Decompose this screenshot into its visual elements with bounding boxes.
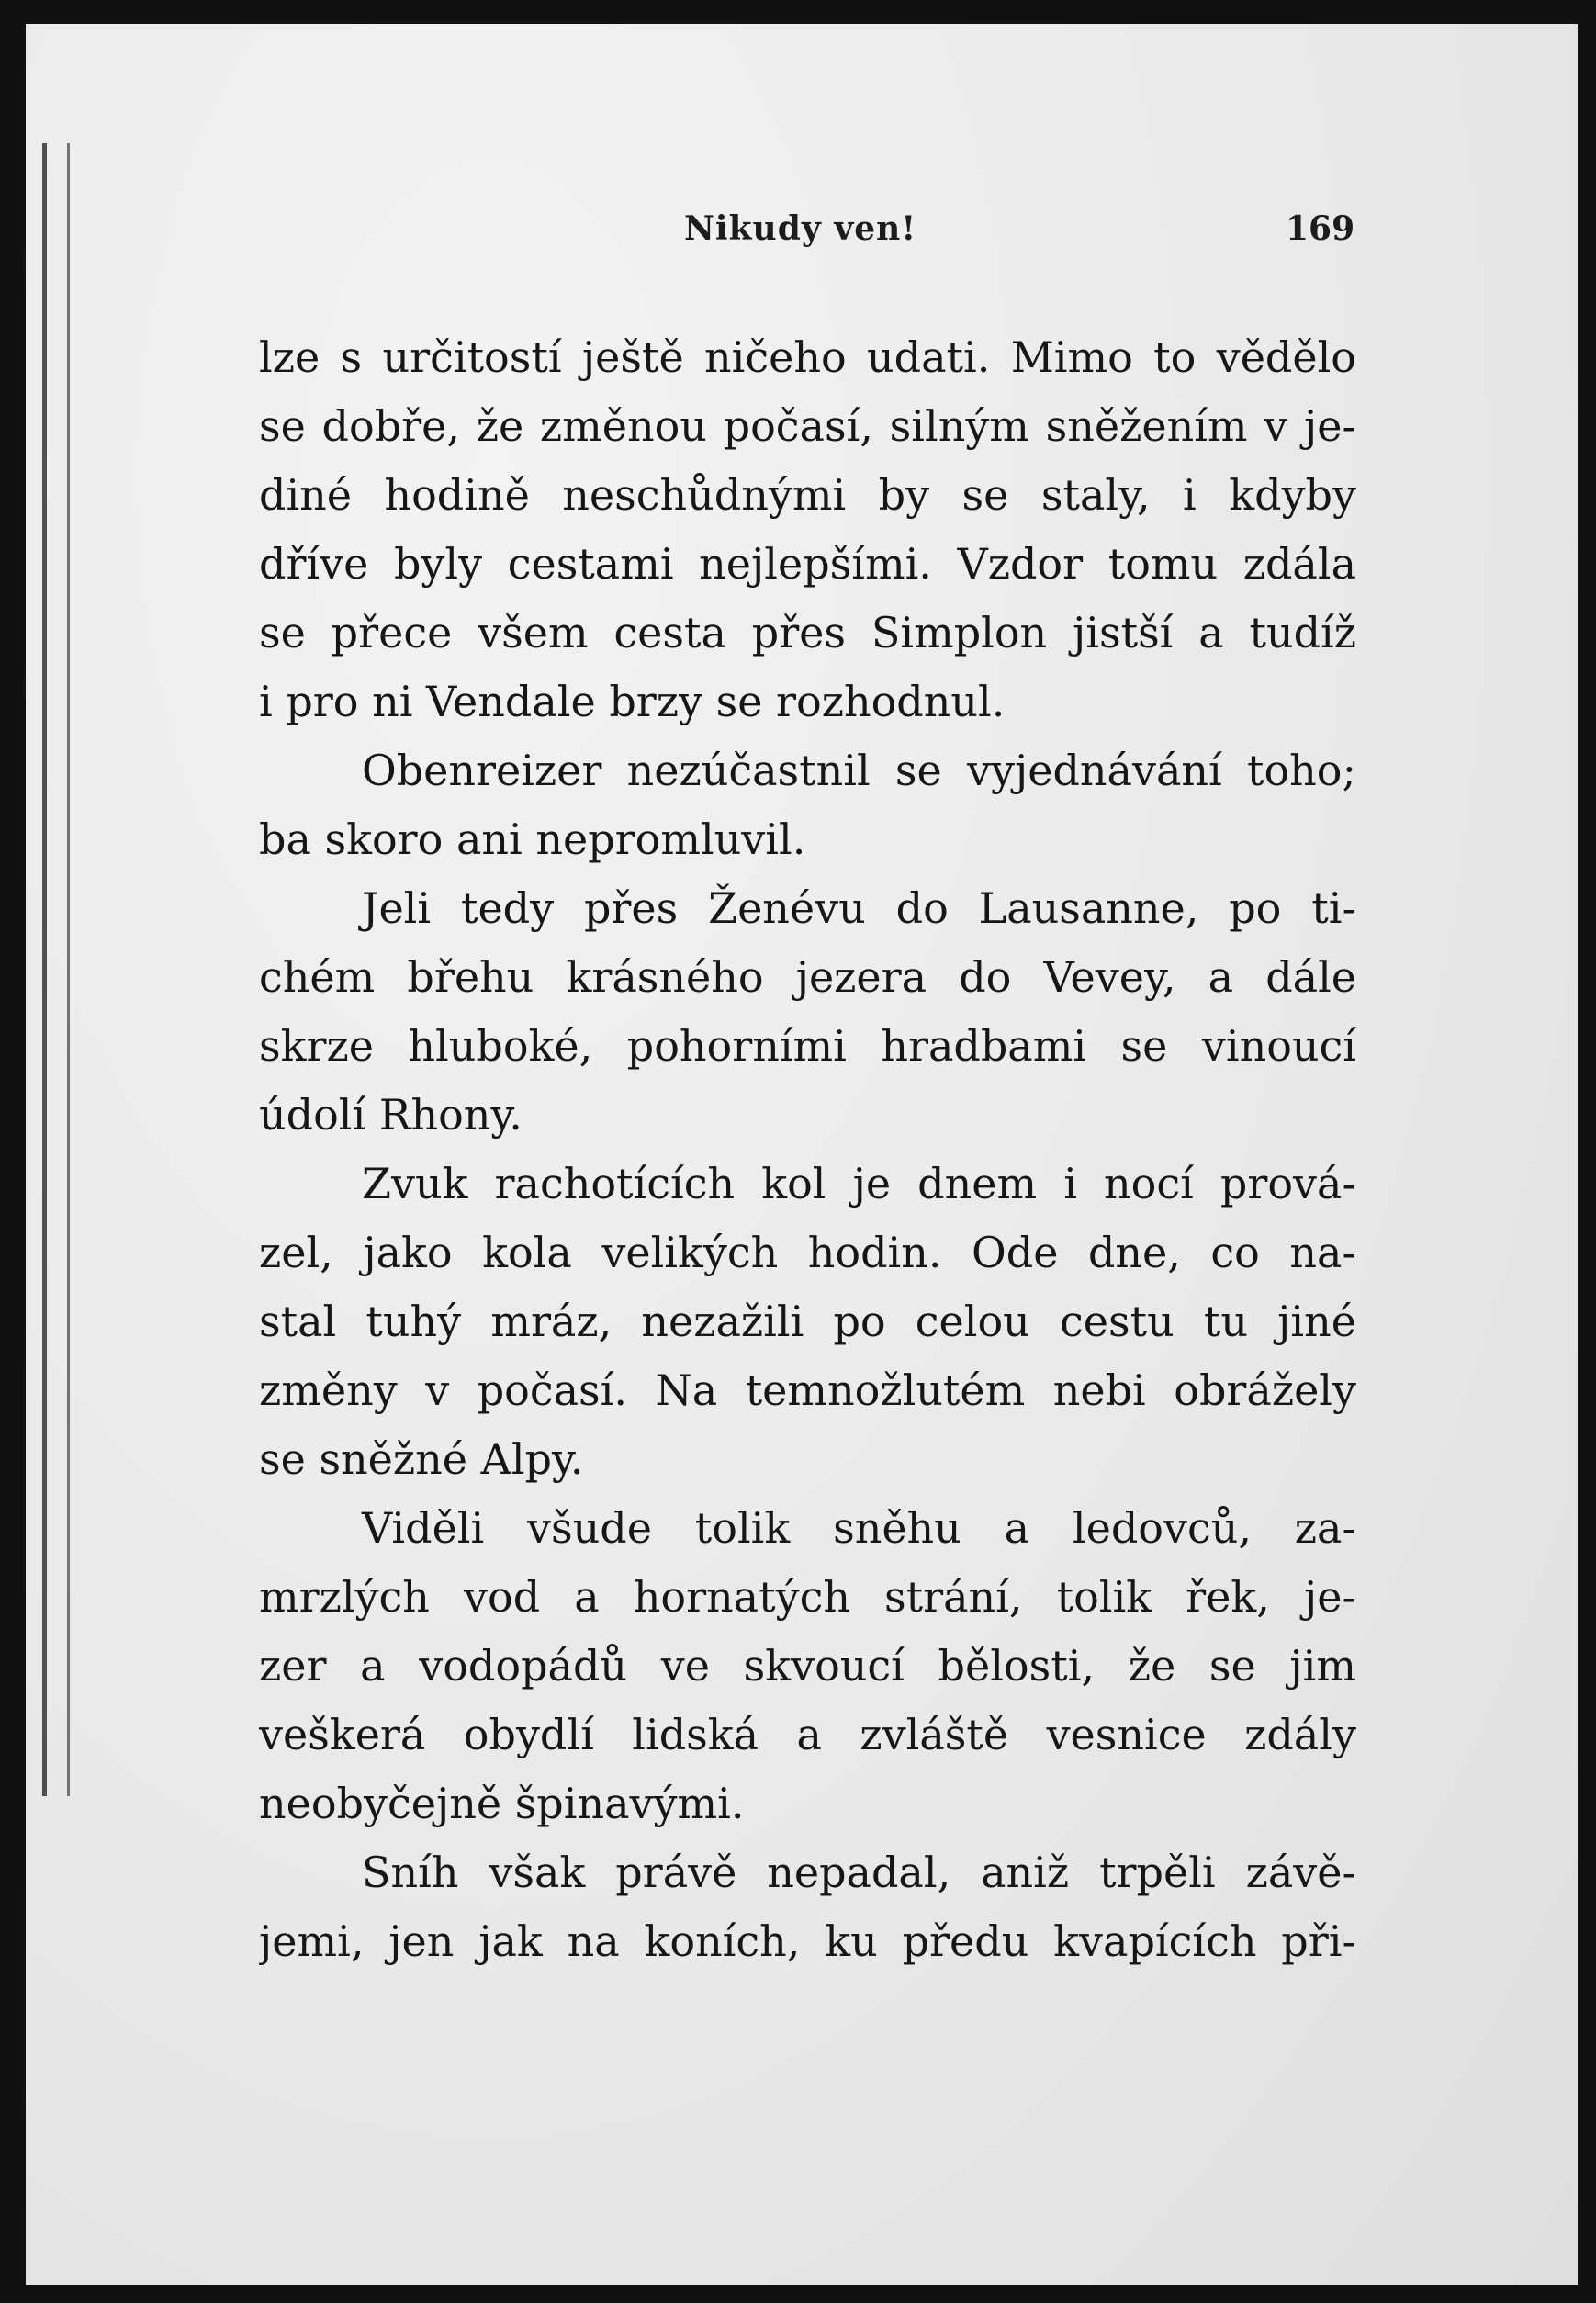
text-line: změny v počasí. Na temnožlutém nebi obrážely	[259, 1365, 1356, 1415]
text-line: Jeli tedy přes Ženévu do Lausanne, po ti-	[362, 883, 1356, 933]
text-line: se dobře, že změnou počasí, silným sněžením v je-	[259, 401, 1356, 451]
text-line: Viděli všude tolik sněhu a ledovců, za-	[362, 1503, 1356, 1553]
text-line: dříve byly cestami nejlepšími. Vzdor tomu zdála	[259, 539, 1356, 589]
text-line: Obenreizer nezúčastnil se vyjednávání toho;	[362, 746, 1356, 795]
text-line: Sníh však právě nepadal, aniž trpěli závě-	[362, 1848, 1356, 1897]
text-line: mrzlých vod a hornatých strání, tolik řek, je-	[259, 1572, 1356, 1622]
text-line: se přece všem cesta přes Simplon jistší a tudíž	[259, 608, 1356, 657]
text-line: skrze hluboké, pohorními hradbami se vinoucí	[259, 1021, 1356, 1071]
text-line: jemi, jen jak na koních, ku předu kvapících při-	[259, 1916, 1356, 1966]
text-line: neobyčejně špinavými.	[259, 1779, 745, 1828]
text-line: ba skoro ani nepromluvil.	[259, 814, 806, 864]
text-line: veškerá obydlí lidská a zvláště vesnice zdály	[259, 1710, 1356, 1759]
body-text	[259, 323, 1356, 1976]
text-line: chém břehu krásného jezera do Vevey, a dále	[259, 952, 1356, 1002]
text-line: Zvuk rachotících kol je dnem i nocí prová-	[362, 1159, 1356, 1208]
running-title: Nikudy ven!	[684, 209, 917, 248]
text-line: lze s určitostí ještě ničeho udati. Mimo to vědělo	[259, 332, 1356, 382]
text-line: i pro ni Vendale brzy se rozhodnul.	[259, 677, 1006, 726]
text-line: zel, jako kola velikých hodin. Ode dne, co na-	[259, 1228, 1356, 1277]
text-line: se sněžné Alpy.	[259, 1434, 584, 1484]
page-header	[0, 209, 1596, 264]
text-line: stal tuhý mráz, nezažili po celou cestu tu jiné	[259, 1297, 1356, 1346]
page-number: 169	[1286, 209, 1355, 248]
text-line: zer a vodopádů ve skvoucí bělosti, že se jim	[259, 1641, 1356, 1691]
text-line: údolí Rhony.	[259, 1090, 523, 1140]
text-line: diné hodině neschůdnými by se staly, i kdyby	[259, 470, 1356, 520]
page-binding-edge	[42, 143, 70, 1796]
